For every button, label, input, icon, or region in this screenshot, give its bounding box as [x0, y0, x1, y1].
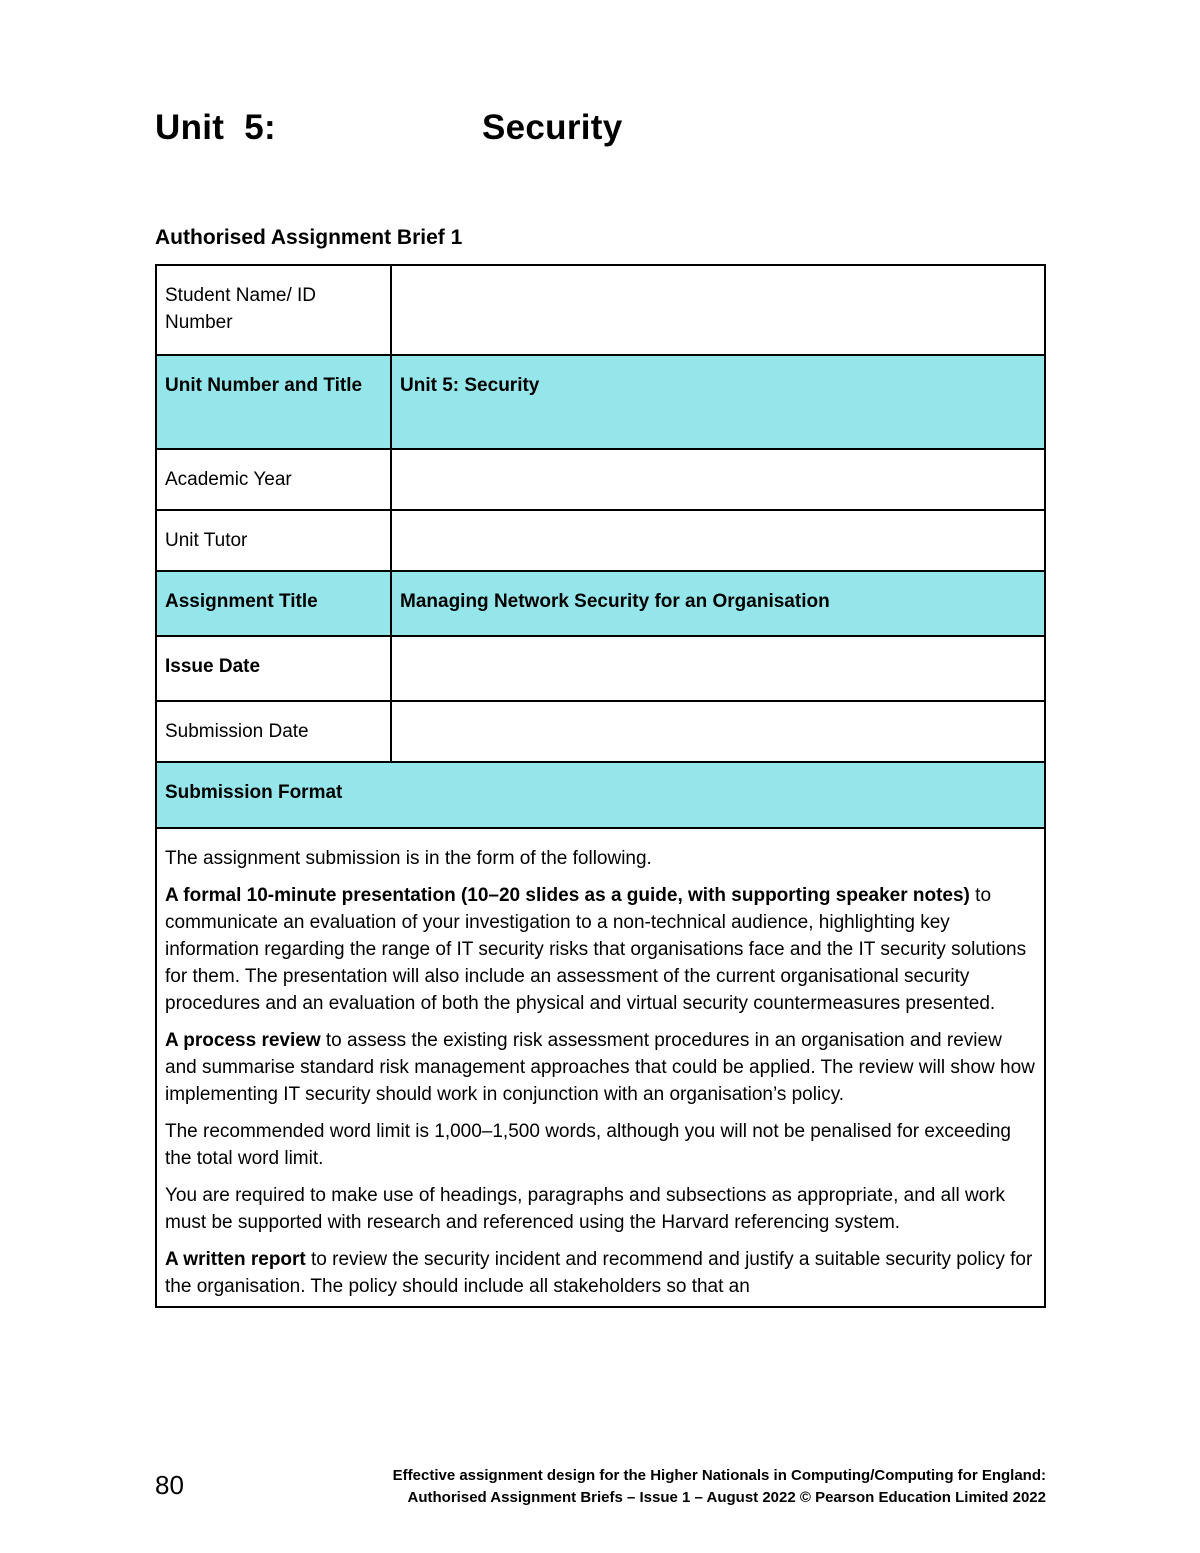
footer-line-1: Effective assignment design for the Higher Nationals in Computing/Computing for England:: [392, 1467, 1046, 1484]
year-value: [391, 449, 1045, 510]
issue-date-value: [391, 636, 1045, 701]
written-report-bold: A written report: [165, 1249, 306, 1270]
process-review-text: to assess the existing risk assessment procedures in an organisation and review and summarise standard risk management approaches that could be applied. The review will show how implementing IT security should work in conjunction with an organisation’s policy.: [165, 1030, 1035, 1105]
format-word-limit: The recommended word limit is 1,000–1,500 words, although you will not be penalised for exceeding the total word limit.: [165, 1121, 1011, 1169]
unit-heading: [155, 108, 623, 148]
submission-date-value: [391, 701, 1045, 762]
tutor-label: Unit Tutor: [156, 510, 391, 571]
year-label: Academic Year: [156, 449, 391, 510]
table-row: [156, 828, 1045, 1307]
submission-format-label: Submission Format: [156, 762, 1045, 828]
format-presentation: [165, 882, 1036, 1017]
unit-label: Unit Number and Title: [156, 355, 391, 449]
format-intro: The assignment submission is in the form of the following.: [165, 848, 652, 869]
written-report-text: to review the security incident and recommend and justify a suitable security policy for the organisation. The policy should include all stakeholders so that an: [165, 1249, 1033, 1297]
presentation-bold: A formal 10-minute presentation (10–20 slides as a guide, with supporting speaker notes): [165, 885, 970, 906]
table-row: [156, 701, 1045, 762]
assignment-title-value: Managing Network Security for an Organisation: [391, 571, 1045, 636]
submission-format-body: [156, 828, 1045, 1307]
submission-date-label: Submission Date: [156, 701, 391, 762]
assignment-title-label: Assignment Title: [156, 571, 391, 636]
format-written-report: [165, 1246, 1036, 1300]
unit-title: Security: [482, 108, 623, 147]
process-review-bold: A process review: [165, 1030, 321, 1051]
unit-number: Unit 5:: [155, 108, 277, 147]
table-row: [156, 449, 1045, 510]
assignment-brief-table: [155, 264, 1046, 1308]
student-value: [391, 265, 1045, 355]
footer-line-2: Authorised Assignment Briefs – Issue 1 – August 2022 © Pearson Education Limited 2022: [407, 1489, 1046, 1506]
presentation-text: to communicate an evaluation of your investigation to a non-technical audience, highlighting key information regarding the range of IT security risks that organisations face and the IT security solutions for them. The presentation will also include an assessment of the current organisational security procedures and an evaluation of both the physical and virtual security countermeasures presented.: [165, 885, 1027, 1014]
format-headings: You are required to make use of headings, paragraphs and subsections as appropriate, and all work must be supported with research and referenced using the Harvard referencing system.: [165, 1185, 1006, 1233]
footer: [393, 1465, 1046, 1509]
student-label: Student Name/ ID Number: [156, 265, 391, 355]
table-row: [156, 265, 1045, 355]
format-process-review: [165, 1027, 1036, 1108]
table-row: [156, 510, 1045, 571]
table-row: [156, 636, 1045, 701]
table-row: [156, 571, 1045, 636]
page-number: 80: [155, 1470, 184, 1500]
table-row: [156, 355, 1045, 449]
issue-date-label: Issue Date: [156, 636, 391, 701]
unit-value: Unit 5: Security: [391, 355, 1045, 449]
brief-heading: Authorised Assignment Brief 1: [155, 226, 463, 249]
table-row: [156, 762, 1045, 828]
tutor-value: [391, 510, 1045, 571]
